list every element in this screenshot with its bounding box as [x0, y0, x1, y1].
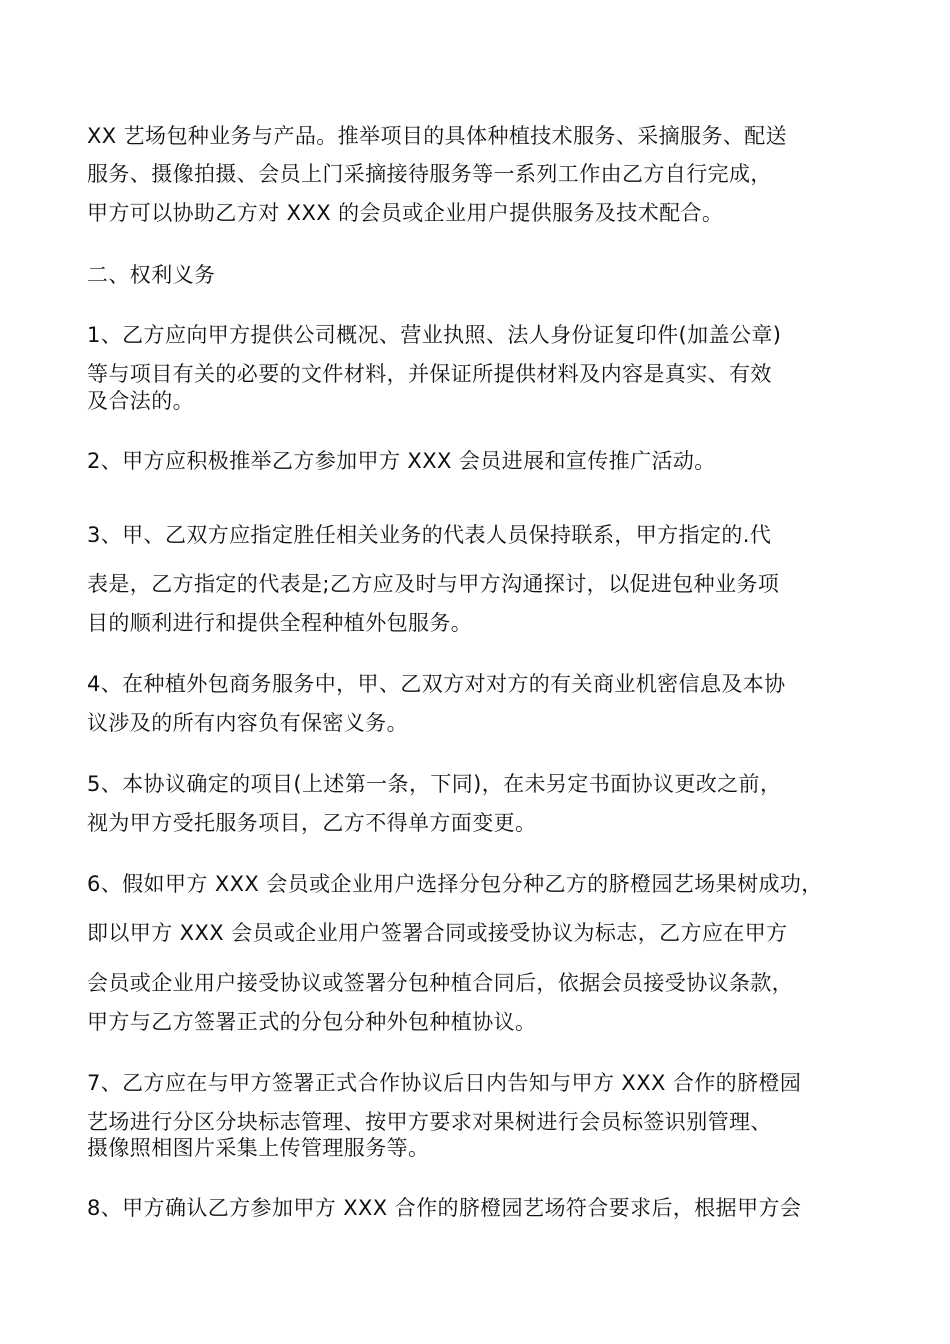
- clause-line: 摄像照相图片采集上传管理服务等。: [87, 1136, 430, 1160]
- clause-line: 3、甲、乙双方应指定胜任相关业务的代表人员保持联系，甲方指定的.代: [87, 523, 772, 547]
- clause-line: 5、本协议确定的项目(上述第一条，下同)，在未另定书面协议更改之前，: [87, 772, 782, 796]
- clause-line: 即以甲方 XXX 会员或企业用户签署合同或接受协议为标志，乙方应在甲方: [87, 921, 788, 945]
- clause-line: 8、甲方确认乙方参加甲方 XXX 合作的脐橙园艺场符合要求后，根据甲方会: [87, 1196, 802, 1220]
- clause-line: 甲方与乙方签署正式的分包分种外包种植协议。: [87, 1010, 537, 1034]
- clause-line: 6、假如甲方 XXX 会员或企业用户选择分包分种乙方的脐橙园艺场果树成功，: [87, 872, 823, 896]
- clause-line: 艺场进行分区分块标志管理、按甲方要求对果树进行会员标签识别管理、: [87, 1110, 772, 1134]
- paragraph-line: XX 艺场包种业务与产品。推举项目的具体种植技术服务、采摘服务、配送: [87, 124, 788, 148]
- clause-line: 会员或企业用户接受协议或签署分包种植合同后，依据会员接受协议条款，: [87, 971, 794, 995]
- clause-line: 等与项目有关的必要的文件材料，并保证所提供材料及内容是真实、有效: [87, 362, 772, 386]
- paragraph-line: 甲方可以协助乙方对 XXX 的会员或企业用户提供服务及技术配合。: [87, 201, 724, 225]
- clause-line: 表是，乙方指定的代表是;乙方应及时与甲方沟通探讨，以促进包种业务项: [87, 572, 780, 596]
- section-heading: 二、权利义务: [87, 263, 216, 287]
- clause-line: 目的顺利进行和提供全程种植外包服务。: [87, 611, 473, 635]
- clause-line: 4、在种植外包商务服务中，甲、乙双方对对方的有关商业机密信息及本协: [87, 672, 786, 696]
- clause-line: 2、甲方应积极推举乙方参加甲方 XXX 会员进展和宣传推广活动。: [87, 449, 716, 473]
- clause-line: 议涉及的所有内容负有保密义务。: [87, 711, 408, 735]
- clause-line: 视为甲方受托服务项目，乙方不得单方面变更。: [87, 811, 537, 835]
- clause-line: 7、乙方应在与甲方签署正式合作协议后日内告知与甲方 XXX 合作的脐橙园: [87, 1071, 802, 1095]
- clause-line: 及合法的。: [87, 389, 194, 413]
- paragraph-line: 服务、摄像拍摄、会员上门采摘接待服务等一系列工作由乙方自行完成，: [87, 162, 772, 186]
- clause-line: 1、乙方应向甲方提供公司概况、营业执照、法人身份证复印件(加盖公章): [87, 323, 782, 347]
